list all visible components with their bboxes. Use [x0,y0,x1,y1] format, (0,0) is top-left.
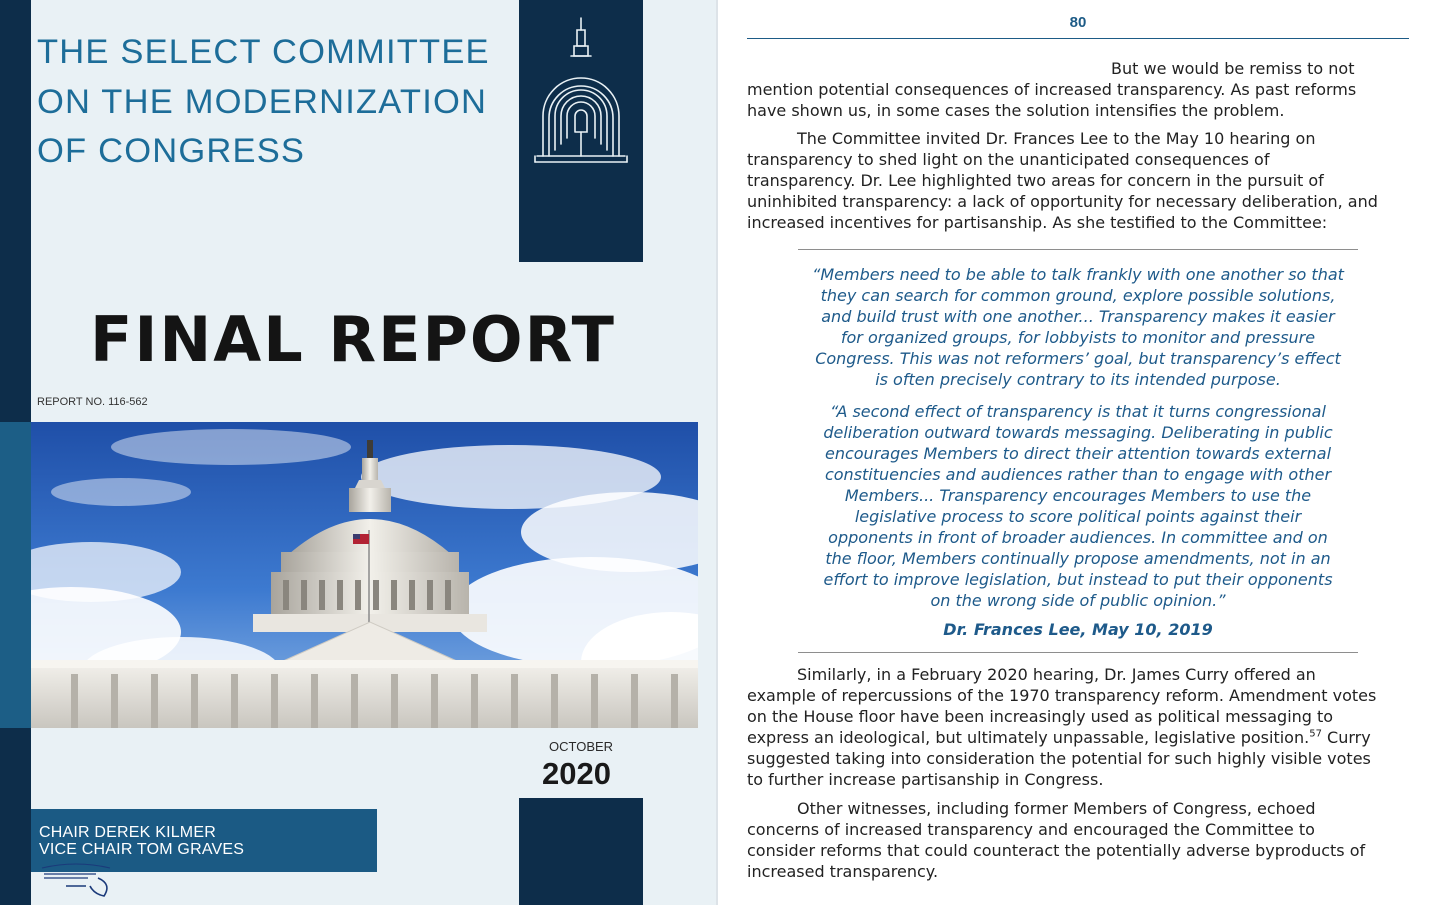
report-month: OCTOBER [549,739,614,754]
navy-side-stripe-bottom [0,728,31,905]
paragraph-1-line-3: have shown us, in some cases the solution intensifies the problem. [747,101,1285,120]
chair-name: CHAIR DEREK KILMER [39,824,216,841]
capitol-building-photo [31,422,698,728]
document-page [716,0,1440,905]
quote-top-rule [798,249,1358,250]
quote-attribution: Dr. Frances Lee, May 10, 2019 [943,620,1213,639]
paragraph-4-line-3: consider reforms that could counteract the potentially adverse byproducts of [747,841,1366,860]
quote-1-line-5: Congress. This was not reformers’ goal, but transparency’s effect [815,349,1341,368]
quote-1-line-4: for organized groups, for lobbyists to monitor and pressure [840,328,1316,347]
quote-1-line-2: they can search for common ground, explore possible solutions, [820,286,1336,305]
quote-1-line-6: is often precisely contrary to its intended purpose. [875,370,1281,389]
report-number: REPORT NO. 116-562 [37,396,148,408]
paragraph-4-line-2: concerns of increased transparency and encouraged the Committee to [747,820,1315,839]
paragraph-3-line-4 [747,727,1371,748]
vice-chair-name: VICE CHAIR TOM GRAVES [39,841,245,858]
quote-2-line-3: encourages Members to direct their attention towards external [824,444,1332,463]
quote-2-line-8: the floor, Members continually propose amendments, not in an [825,549,1331,568]
committee-title [37,28,517,177]
quote-2-line-9: effort to improve legislation, but instead to put their opponents [823,570,1333,589]
blue-side-stripe [0,422,31,728]
report-year: 2020 [542,756,611,791]
committee-title-line-3: OF CONGRESS [37,132,306,170]
quote-2-line-10: on the wrong side of public opinion.” [930,591,1226,610]
quote-2-line-7: opponents in front of broader audiences. In committee and on [828,528,1328,547]
navy-side-stripe [0,0,31,422]
paragraph-3-line-4-text: express an ideological, but ultimately unpassable, legislative position. [747,728,1310,747]
committee-title-line-2: ON THE MODERNIZATION [37,82,488,121]
paragraph-4-line-4: increased transparency. [747,862,939,881]
paragraph-1-line-1: But we would be remiss to not [1111,59,1355,78]
quote-2-line-2: deliberation outward towards messaging. Deliberating in public [823,423,1333,442]
paragraph-2-line-4: uninhibited transparency: a lack of opportunity for necessary deliberation, and [747,192,1378,211]
paragraph-3-line-5: suggested taking into consideration the potential for such highly visible votes [747,749,1371,768]
paragraph-3-line-4-tail: Curry [1321,728,1371,747]
committee-title-line-1: THE SELECT COMMITTEE [37,33,490,71]
header-rule [747,38,1409,39]
paragraph-4-line-1: Other witnesses, including former Members of Congress, echoed [797,799,1316,818]
paragraph-3-line-6: to further increase partisanship in Congress. [747,770,1104,789]
quote-bottom-rule [798,652,1358,653]
quote-2-line-1: “A second effect of transparency is that it turns congressional [830,402,1326,421]
paragraph-1-line-2: mention potential consequences of increased transparency. As past reforms [747,80,1357,99]
quote-2-line-4: constituencies and audiences rather than to engage with other [824,465,1332,484]
quote-2-line-6: legislative process to score political points against their [854,507,1302,526]
committee-logo-block [519,0,643,262]
footnote-57-marker[interactable]: 57 [1309,728,1322,740]
paragraph-2-line-3: transparency. Dr. Lee highlighted two areas for concern in the pursuit of [747,171,1324,190]
quote-1-line-3: and build trust with one another... Transparency makes it easier [821,307,1335,326]
paragraph-3-line-2: example of repercussions of the 1970 transparency reform. Amendment votes [747,686,1377,705]
paragraph-2-line-1: The Committee invited Dr. Frances Lee to the May 10 hearing on [797,129,1316,148]
paragraph-3-line-3: on the House floor have been increasingly used as political messaging to [747,707,1334,726]
gpo-authentication-seal-icon [40,858,112,898]
report-cover [0,0,716,905]
navy-corner-block [519,798,643,905]
quote-2-line-5: Members... Transparency encourages Members to use the [844,486,1312,505]
paragraph-2-line-5: increased incentives for partisanship. As she testified to the Committee: [747,213,1328,232]
quote-1-line-1: “Members need to be able to talk frankly with one another so that [812,265,1344,284]
paragraph-3-line-1: Similarly, in a February 2020 hearing, Dr. James Curry offered an [797,665,1316,684]
capitol-maze-logo-icon [531,16,631,166]
paragraph-2-line-2: transparency to shed light on the unanticipated consequences of [747,150,1270,169]
page-number: 80 [1069,14,1087,31]
final-report-heading: FINAL REPORT [90,303,616,376]
